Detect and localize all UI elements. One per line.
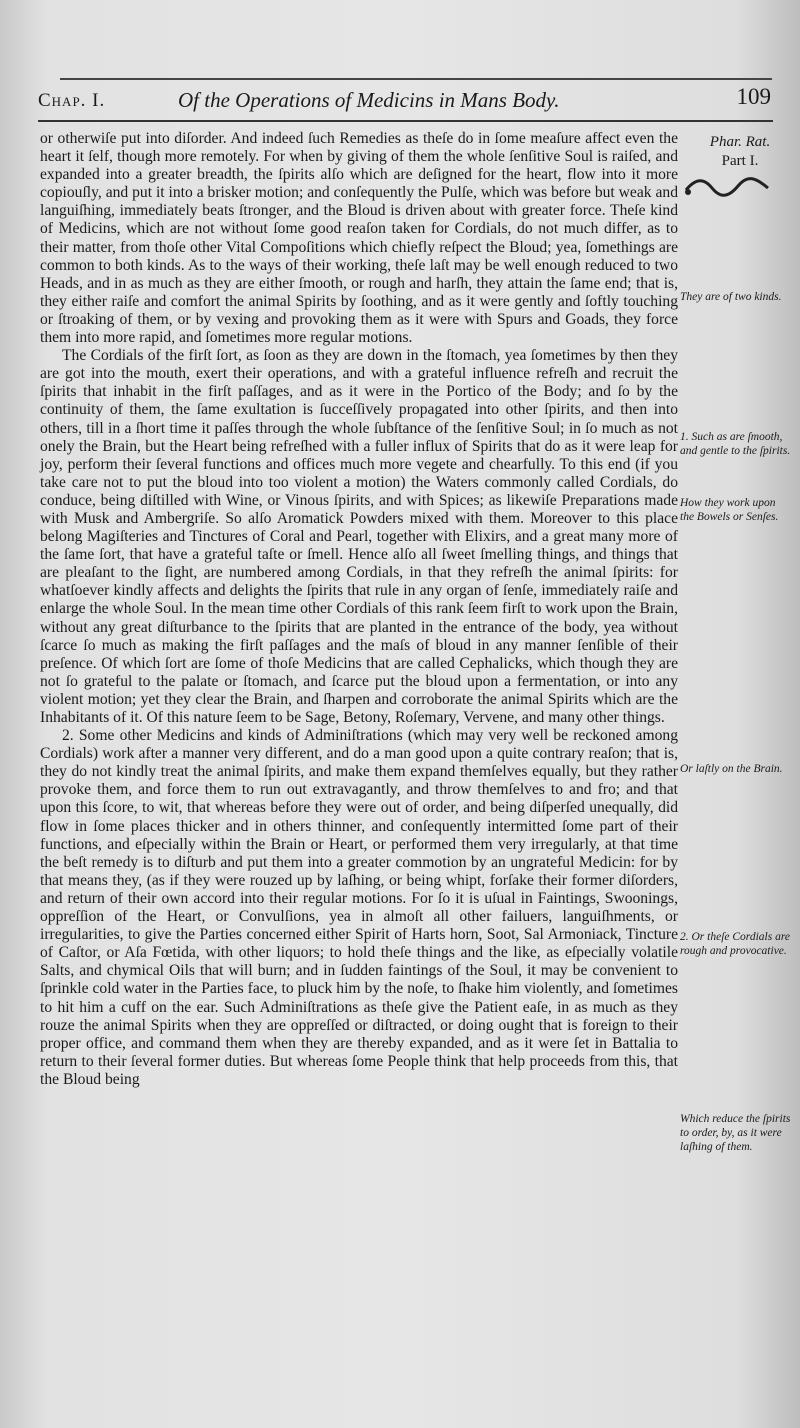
main-text [40,130,678,1089]
margin-note-6: Which reduce the ſpirits to order, by, as it were laſhing of them. [680,1113,791,1153]
part-heading [690,134,790,170]
margin-note-1: They are of two kinds. [680,291,782,303]
paragraph-1: or otherwiſe put into diſorder. And indeed ſuch Remedies as theſe do in ſome meaſure affect even the heart it ſelf, though more remotely. For when by giving of them the whole ſenſitive Soul is raiſed, and expanded into a greater breadth, the ſpirits alſo which are deſigned for the heart, flow into it more copiouſly, and put it into a brisker motion; and conſequently the Pulſe, which was before but weak and languiſhing, immediately beats ſtronger, and the Bloud is driven about with greater force. Theſe kind of Medicins, which are not without ſome good reaſon taken for Cordials, do not much differ, as to their matter, from thoſe other Vital Compoſitions which chiefly reſpect the Bloud; yea, ſomethings are common to both kinds. As to the ways of their working, theſe laſt may be well enough reduced to two Heads, and in as much as they are either ſmooth, or rough and harſh, they attain the ſame end; that is, they either raiſe and comfort the animal Spirits by ſoothing, and as it were gently and ſoftly touching or ſtroaking of them, or by vexing and provoking them as it were with Spurs and Goads, they force them into more rapid, and ſometimes more regular motions. [40,130,678,347]
margin-note-3: How they work upon the Bowels or Senſes. [680,497,779,523]
page-header [38,84,773,122]
paragraph-3: 2. Some other Medicins and kinds of Adminiſtrations (which may very well be reckoned among Cordials) work after a manner very different, and do a man good upon a quite contrary reaſon; that is, they do not kindly treat the animal ſpirits, and make them expand themſelves equally, but they rather provoke them, and force them to run out extravagantly, and throw themſelves to and fro; and that upon this ſcore, to wit, that whereas before they were out of order, and being diſperſed unequally, did flow in ſome places thicker and in others thinner, and conſequently intermitted ſome part of their functions, and eſpecially within the Brain or Heart, or performed them very irregularly, at that time the beſt remedy is to diſturb and put them into a greater commotion by an ungrateful Medicin: for by that means they, (as if they were rouzed up by laſhing, or being whipt, forſake their former diſorders, and return of their own accord into their regular motions. For ſo it is uſual in Faintings, Swoonings, oppreſſion of the Heart, or Convulſions, yea in almoſt all other failuers, languiſhments, or irregularities, to give the Parties concerned either Spirit of Harts horn, Soot, Sal Armoniack, Tincture of Caſtor, or Aſa Fœtida, with other liquors; to hold theſe things and the like, as eſpecially volatile Salts, and chymical Oils that will burn; and in ſudden faintings of the Soul, it may be convenient to ſprinkle cold water in the Parties face, to pluck him by the noſe, to ſhake him violently, and ſometimes to hit him a cuff on the ear. Such Adminiſtrations as theſe give the Patient eaſe, in as much as they rouze the animal Spirits when they are oppreſſed or diſtracted, or doing ought that is foreign to their proper office, and command them when they are thereby expanded, and as it were ſet in Battalia to return to their ſeveral former duties. But whereas ſome People think that help proceeds from this, that the Bloud being [40,727,678,1088]
margin-note-4: Or laſtly on the Brain. [680,763,783,775]
margin-note-2: 1. Such as are ſmooth, and gentle to the ſpirits. [680,431,791,457]
running-title: Of the Operations of Medicins in Mans Body. [178,88,560,112]
paragraph-2: The Cordials of the firſt ſort, as ſoon as they are down in the ſtomach, yea ſometimes by then they are got into the mouth, exert their operations, and with a grateful influence refreſh and recruit the ſpirits that inhabit in the firſt paſſages, and as it were in the Portico of the Body; and ſo by the continuity of them, the ſame exultation is ſucceſſively propagated into other ſpirits, and then into others, till in a ſhort time it paſſes through the whole ſubſtance of the ſenſitive Soul; in ſo much as not onely the Brain, but the Heart being refreſhed with a fuller influx of Spirits that do as it were leap for joy, perform their ſeveral functions and offices much more vegete and chearfully. To this end (if you take care not to put the bloud into too violent a motion) the Waters commonly called Cordials, do conduce, being diſtilled with Wine, or Vinous ſpirits, and with Spices; as likewiſe Preparations made with Musk and Ambergriſe. So alſo Aromatick Powders mixed with them. Moreover to this place belong Magiſteries and Tinctures of Coral and Pearl, together with Elixirs, and a great many more of the ſame ſort, that have a grateful taſte or ſmell. Hence alſo all ſweet ſmelling things, and things that are pleaſant to the ſight, are numbered among Cordials, in that they refreſh the animal ſpirits: for whatſoever kindly affects and delights the ſpirits that rule in any organ of ſenſe, immediately raiſe and enlarge the whole Soul. In the mean time other Cordials of this rank ſeem firſt to work upon the Brain, without any great diſturbance to the ſpirits that are planted in the entrance of the body, yea without ſcarce ſo much as making the firſt paſſages and the maſs of bloud in any manner ſenſible of their preſence. Of which ſort are ſome of thoſe Medicins that are called Cephalicks, which though they are not ſo grateful to the palate or ſtomach, and ſcarce put the bloud upon a fermentation, or into any violent motion; yet they clear the Brain, and ſharpen and corroborate the animal Spirits which are the Inhabitants of it. Of this nature ſeem to be Sage, Betony, Roſemary, Vervene, and many other things. [40,347,678,726]
flourish-ornament [682,176,772,198]
top-rule [60,78,772,80]
part-heading-line2: Part I. [721,153,759,169]
margin-note-5: 2. Or theſe Cordials are rough and provocative. [680,931,790,957]
part-heading-line1: Phar. Rat. [709,134,771,150]
page-number: 109 [736,84,771,109]
chapter-label: Chap. I. [38,90,106,111]
